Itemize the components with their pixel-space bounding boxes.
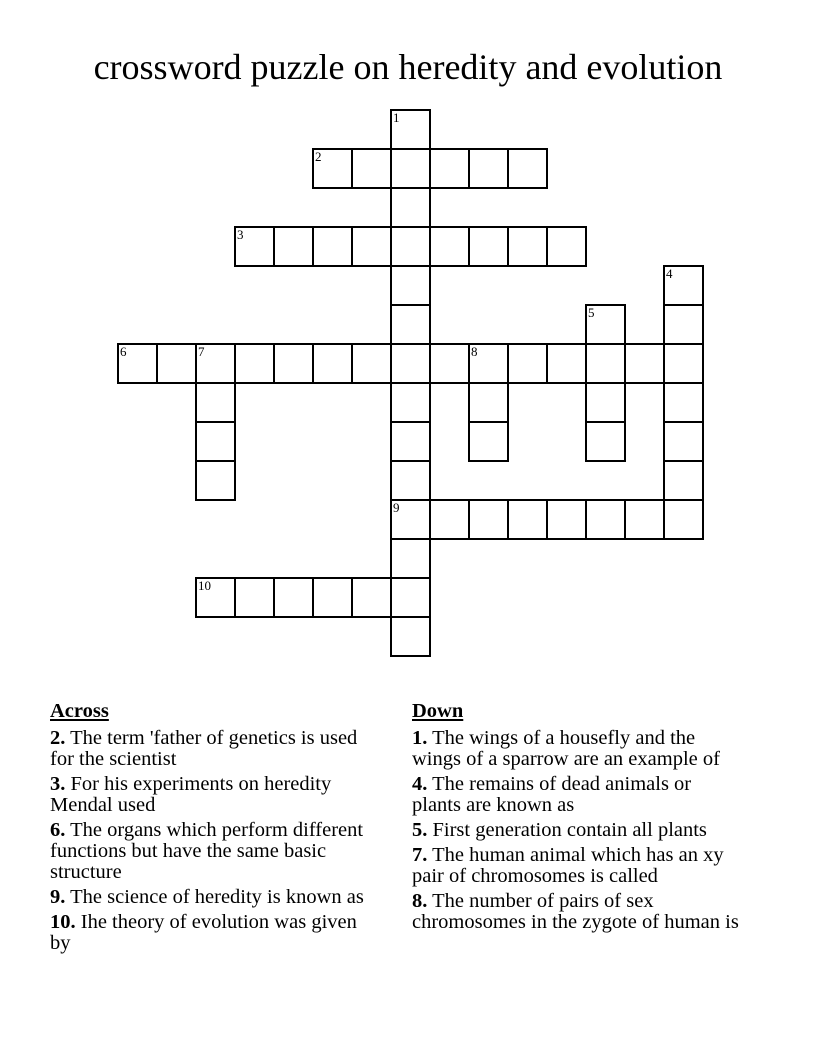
grid-cell xyxy=(195,421,236,462)
grid-cell-number: 9 xyxy=(393,500,400,515)
clue-text: For his experiments on heredity Mendal used xyxy=(50,773,332,816)
grid-cell-number: 10 xyxy=(198,578,211,593)
grid-cell xyxy=(273,577,314,618)
clue-item xyxy=(50,774,370,816)
grid-cell xyxy=(468,382,509,423)
grid-cell xyxy=(468,421,509,462)
clue-item xyxy=(412,820,742,841)
grid-cell-number: 5 xyxy=(588,305,595,320)
grid-cell xyxy=(429,226,470,267)
grid-cell xyxy=(546,343,587,384)
clue-number: 10. xyxy=(50,911,76,933)
grid-cell xyxy=(390,265,431,306)
clue-text: The human animal which has an xy pair of chromosomes is called xyxy=(412,844,724,887)
grid-cell xyxy=(195,343,236,384)
grid-cell xyxy=(507,343,548,384)
grid-cell xyxy=(624,499,665,540)
across-clues-list xyxy=(50,728,370,954)
grid-cell xyxy=(507,148,548,189)
grid-cell xyxy=(390,187,431,228)
grid-cell xyxy=(468,226,509,267)
grid-cell xyxy=(585,499,626,540)
grid-cell xyxy=(663,421,704,462)
clue-item xyxy=(412,845,742,887)
page-title: crossword puzzle on heredity and evolution xyxy=(93,47,723,87)
down-clues-column xyxy=(412,701,742,937)
grid-cell xyxy=(663,499,704,540)
clue-text: The number of pairs of sex chromosomes in the zygote of human is xyxy=(412,890,739,933)
grid-cell xyxy=(390,499,431,540)
grid-cell xyxy=(195,460,236,501)
grid-cell-number: 1 xyxy=(393,110,400,125)
grid-cell xyxy=(390,343,431,384)
clue-number: 6. xyxy=(50,819,66,841)
grid-cell-number: 7 xyxy=(198,344,205,359)
grid-cell-number: 3 xyxy=(237,227,244,242)
grid-cell xyxy=(468,499,509,540)
across-clues-column xyxy=(50,701,370,958)
grid-cell xyxy=(663,343,704,384)
grid-cell xyxy=(585,421,626,462)
grid-cell xyxy=(585,382,626,423)
grid-cell-number: 2 xyxy=(315,149,322,164)
grid-cell xyxy=(429,499,470,540)
clue-item xyxy=(412,774,742,816)
grid-cell xyxy=(507,499,548,540)
grid-cell xyxy=(351,226,392,267)
grid-cell xyxy=(156,343,197,384)
grid-cell xyxy=(312,343,353,384)
grid-cell-number: 6 xyxy=(120,344,127,359)
clue-item xyxy=(50,728,370,770)
grid-cell xyxy=(351,148,392,189)
grid-cell xyxy=(390,382,431,423)
grid-cell xyxy=(234,577,275,618)
clue-item xyxy=(50,820,370,883)
clue-number: 5. xyxy=(412,819,428,841)
grid-cell xyxy=(390,577,431,618)
grid-cell xyxy=(312,148,353,189)
clue-number: 2. xyxy=(50,727,66,749)
clue-number: 8. xyxy=(412,890,428,912)
grid-cell xyxy=(390,616,431,657)
clue-number: 3. xyxy=(50,773,66,795)
grid-cell xyxy=(468,343,509,384)
clue-item xyxy=(50,887,370,908)
clue-text: The science of heredity is known as xyxy=(65,886,364,908)
grid-cell xyxy=(390,460,431,501)
grid-cell xyxy=(234,226,275,267)
clue-number: 4. xyxy=(412,773,428,795)
grid-cell xyxy=(351,343,392,384)
grid-cell xyxy=(624,343,665,384)
grid-cell xyxy=(195,382,236,423)
clue-number: 1. xyxy=(412,727,428,749)
clue-item xyxy=(412,891,742,933)
grid-cell xyxy=(429,343,470,384)
grid-cell-number: 8 xyxy=(471,344,478,359)
grid-cell xyxy=(312,577,353,618)
grid-cell xyxy=(390,148,431,189)
grid-cell xyxy=(429,148,470,189)
grid-cell xyxy=(390,226,431,267)
clue-text: First generation contain all plants xyxy=(427,819,707,841)
grid-cell xyxy=(546,499,587,540)
clue-item xyxy=(412,728,742,770)
grid-cell xyxy=(351,577,392,618)
grid-cell xyxy=(390,304,431,345)
grid-cell xyxy=(507,226,548,267)
clue-text: The wings of a housefly and the wings of a sparrow are an example of xyxy=(412,727,720,770)
grid-cell-number: 4 xyxy=(666,266,673,281)
across-header: Across xyxy=(50,700,109,722)
grid-cell xyxy=(273,226,314,267)
grid-cell xyxy=(195,577,236,618)
clue-text: The term 'father of genetics is used for the scientist xyxy=(50,727,358,770)
grid-cell xyxy=(390,538,431,579)
grid-cell xyxy=(390,109,431,150)
clue-text: Ihe theory of evolution was given by xyxy=(50,911,357,954)
clue-number: 7. xyxy=(412,844,428,866)
grid-cell xyxy=(585,343,626,384)
clue-text: The organs which perform different functions but have the same basic structure xyxy=(50,819,364,883)
grid-cell xyxy=(312,226,353,267)
grid-cell xyxy=(234,343,275,384)
grid-cell xyxy=(663,304,704,345)
grid-cell xyxy=(390,421,431,462)
grid-cell xyxy=(468,148,509,189)
clue-text: The remains of dead animals or plants are known as xyxy=(412,773,692,816)
down-clues-list xyxy=(412,728,742,933)
grid-cell xyxy=(663,382,704,423)
grid-cell xyxy=(273,343,314,384)
grid-cell xyxy=(663,265,704,306)
grid-cell xyxy=(585,304,626,345)
clue-number: 9. xyxy=(50,886,66,908)
grid-cell xyxy=(546,226,587,267)
clue-item xyxy=(50,912,370,954)
grid-cell xyxy=(663,460,704,501)
grid-cell xyxy=(117,343,158,384)
down-header: Down xyxy=(412,700,464,722)
